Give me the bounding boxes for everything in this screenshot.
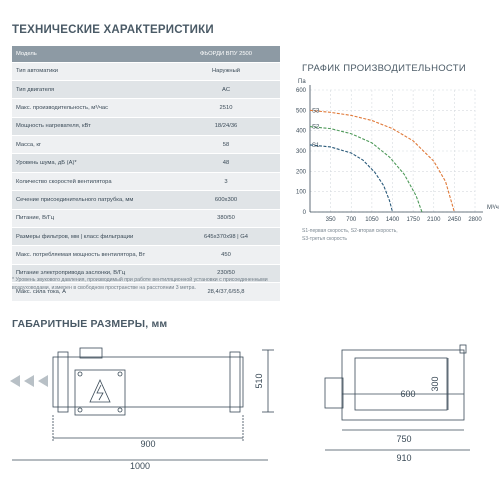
- unit-body: [53, 357, 243, 407]
- row-param: Питание электропривода заслонки, В/Гц: [12, 264, 172, 282]
- top-nub: [460, 345, 466, 353]
- row-value: 28,4/37,6/55,8: [172, 283, 280, 301]
- y-tick-label: 0: [302, 210, 306, 216]
- series-line-s3: [310, 110, 454, 212]
- table-row: [12, 99, 280, 117]
- row-param: Питание, В/Гц: [12, 209, 172, 227]
- x-tick-label: 700: [346, 217, 357, 223]
- series-line-s2: [310, 124, 422, 212]
- x-tick-label: 1750: [406, 217, 420, 223]
- end-outer: [342, 350, 464, 420]
- row-param: Сечение присоединительного патрубка, мм: [12, 191, 172, 209]
- series-label-s3: S3: [312, 108, 320, 115]
- series-label-s1: S1: [312, 142, 320, 149]
- row-param: Масса, кг: [12, 136, 172, 154]
- row-param: Тип двигателя: [12, 80, 172, 98]
- legend-line-1: S1-первая скорость, S2-вторая скорость,: [302, 228, 398, 234]
- table-row: [12, 80, 280, 98]
- y-tick-label: 200: [295, 169, 306, 176]
- x-tick-label: 2450: [447, 217, 462, 223]
- row-value: 230/50: [172, 264, 280, 282]
- footnote: * Уровень звукового давления, производимый при работе вентиляционной установки с присоединенными воздуховодами, измерен в свободном пространстве на расстоянии 3 метра.: [12, 277, 268, 291]
- row-param: Макс. производительность, м³/час: [12, 99, 172, 117]
- dim-600: 600: [400, 389, 416, 399]
- x-axis-label: М³/ч: [487, 205, 499, 211]
- top-connector: [80, 348, 102, 358]
- table-row: [12, 228, 280, 246]
- y-tick-label: 100: [295, 189, 306, 196]
- header-param: Модель: [12, 46, 172, 62]
- table-row: [12, 62, 280, 80]
- dim-750: 750: [396, 434, 412, 444]
- header-value: ФЬОРДИ ВПУ 2500: [172, 46, 280, 62]
- airflow-arrows: [10, 375, 48, 387]
- x-tick-label: 2100: [427, 217, 441, 223]
- row-value: 3: [172, 172, 280, 190]
- y-tick-label: 400: [295, 128, 306, 135]
- table-row: [12, 154, 280, 172]
- row-param: Мощность нагревателя, кВт: [12, 117, 172, 135]
- table-row: [12, 136, 280, 154]
- dimensions-drawing: [0, 330, 500, 500]
- spec-title: ТЕХНИЧЕСКИЕ ХАРАКТЕРИСТИКИ: [12, 24, 214, 36]
- row-value: 58: [172, 136, 280, 154]
- chart-legend: [302, 228, 398, 243]
- row-value: 450: [172, 246, 280, 264]
- y-axis-label: Па: [298, 79, 306, 85]
- table-row: [12, 117, 280, 135]
- row-value: 18/24/36: [172, 117, 280, 135]
- x-tick-label: 1400: [385, 217, 400, 223]
- side-box: [325, 378, 343, 408]
- right-flange: [230, 352, 240, 412]
- row-param: Макс. сила тока, А: [12, 283, 172, 301]
- dim-510: 510: [254, 373, 264, 389]
- row-param: Тип автоматики: [12, 62, 172, 80]
- row-value: 645х370х98 | G4: [172, 228, 280, 246]
- row-value: Наружный: [172, 62, 280, 80]
- screw-icon: [78, 408, 82, 412]
- screw-icon: [118, 372, 122, 376]
- row-param: Уровень шума, дБ (А)*: [12, 154, 172, 172]
- dim-900: 900: [140, 439, 156, 449]
- series-label-s2: S2: [312, 124, 320, 131]
- row-param: Макс. потребляемая мощность вентилятора, Вт: [12, 246, 172, 264]
- dim-910: 910: [396, 453, 412, 463]
- screw-icon: [78, 372, 82, 376]
- row-value: 2510: [172, 99, 280, 117]
- row-value: 600х300: [172, 191, 280, 209]
- row-value: 380/50: [172, 209, 280, 227]
- left-flange: [58, 352, 68, 412]
- table-row: [12, 246, 280, 264]
- row-param: Размеры фильтров, мм | класс фильтрации: [12, 228, 172, 246]
- x-tick-label: 350: [325, 217, 336, 223]
- row-value: 48: [172, 154, 280, 172]
- y-tick-label: 500: [295, 108, 306, 115]
- table-row: [12, 172, 280, 190]
- x-tick-label: 2800: [468, 217, 482, 223]
- dims-title: ГАБАРИТНЫЕ РАЗМЕРЫ, мм: [12, 318, 168, 330]
- spec-table: [12, 46, 280, 302]
- y-tick-label: 300: [295, 149, 306, 155]
- table-header-row: [12, 46, 280, 62]
- table-row: [12, 191, 280, 209]
- dim-1000: 1000: [129, 461, 151, 471]
- legend-line-2: S3-третья скорость: [302, 235, 347, 242]
- electric-box: [75, 370, 125, 415]
- y-tick-label: 600: [295, 88, 306, 94]
- screw-icon: [118, 408, 122, 412]
- performance-chart: [270, 60, 499, 230]
- dim-300: 300: [430, 376, 440, 392]
- x-tick-label: 1050: [365, 217, 379, 223]
- row-param: Количество скоростей вентилятора: [12, 172, 172, 190]
- lightning-icon: [97, 385, 103, 400]
- chart-title: ГРАФИК ПРОИЗВОДИТЕЛЬНОСТИ: [302, 63, 466, 74]
- table-row: [12, 209, 280, 227]
- row-value: AC: [172, 80, 280, 98]
